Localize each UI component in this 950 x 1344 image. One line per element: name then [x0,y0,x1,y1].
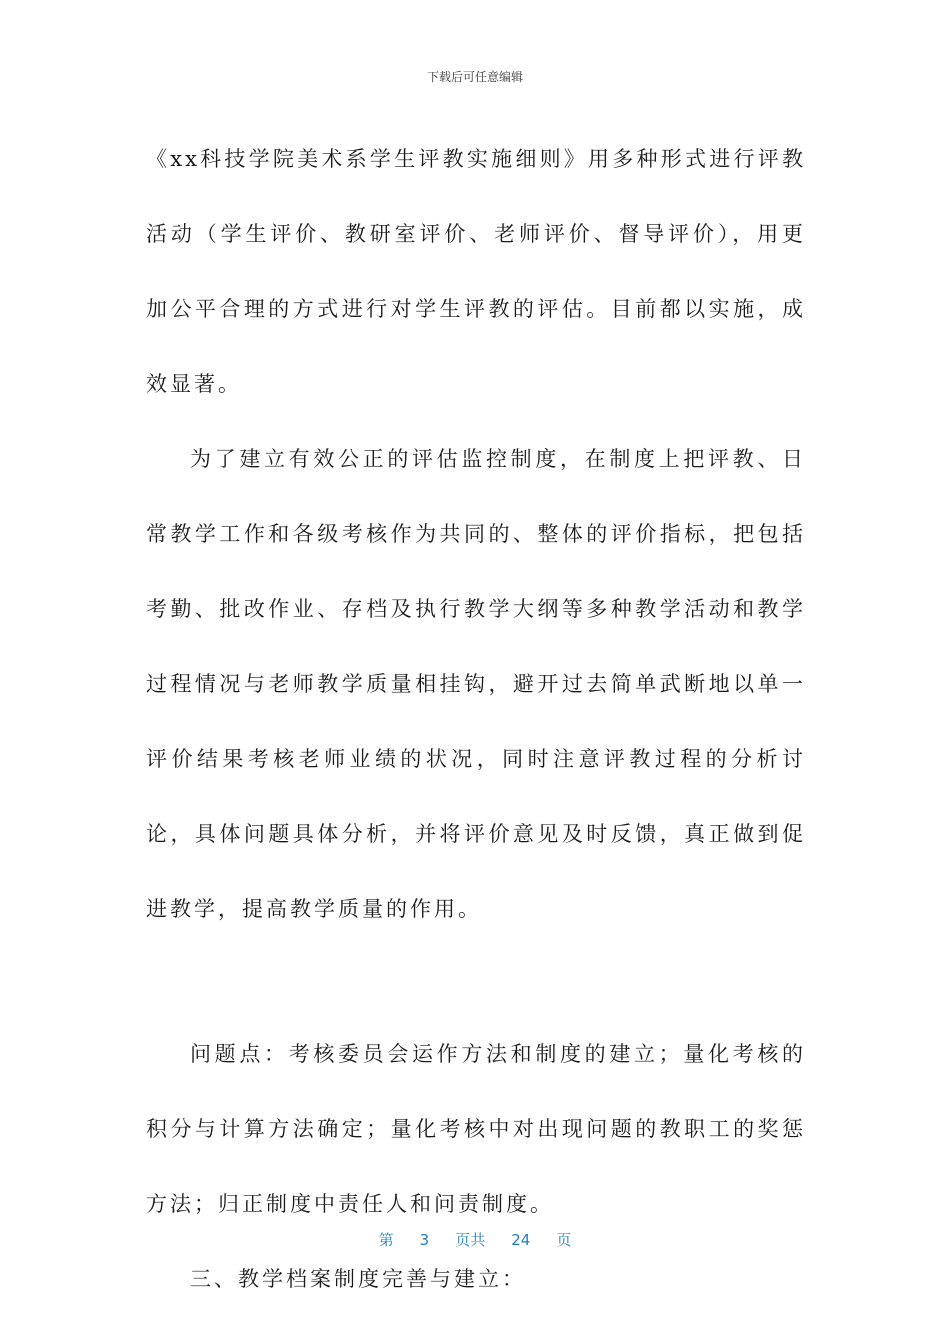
paragraph-problem-points: 问题点：考核委员会运作方法和制度的建立；量化考核的积分与计算方法确定；量化考核中对出现问题的教职工的奖惩方法；归正制度中责任人和问责制度。 [146,1042,806,1216]
section-heading-teaching-archives: 三、教学档案制度完善与建立： [190,1267,526,1291]
footer-page-number: 3 [419,1231,430,1249]
download-note: 下载后可任意编辑 [426,70,523,84]
document-body [146,122,806,1317]
footer-prefix: 第 [378,1231,394,1249]
page-footer [0,1229,950,1250]
footer-suffix: 页 [556,1231,572,1249]
footer-total-pages: 24 [511,1231,531,1249]
paragraph-evaluation-rules: 《xx科技学院美术系学生评教实施细则》用多种形式进行评教活动（学生评价、教研室评价、老师评价、督导评价），用更加公平合理的方式进行对学生评教的评估。目前都以实施，成效显著。 [146,147,806,396]
footer-middle: 页共 [455,1231,486,1249]
paragraph-spacer [146,947,806,1017]
paragraph-monitoring-system: 为了建立有效公正的评估监控制度，在制度上把评教、日常教学工作和各级考核作为共同的、整体的评价指标，把包括考勤、批改作业、存档及执行教学大纲等多种教学活动和教学过程情况与老师教学质量相挂钩，避开过去简单武断地以单一评价结果考核老师业绩的状况，同时注意评教过程的分析讨论，具体问题具体分析，并将评价意见及时反馈，真正做到促进教学，提高教学质量的作用。 [146,447,806,921]
